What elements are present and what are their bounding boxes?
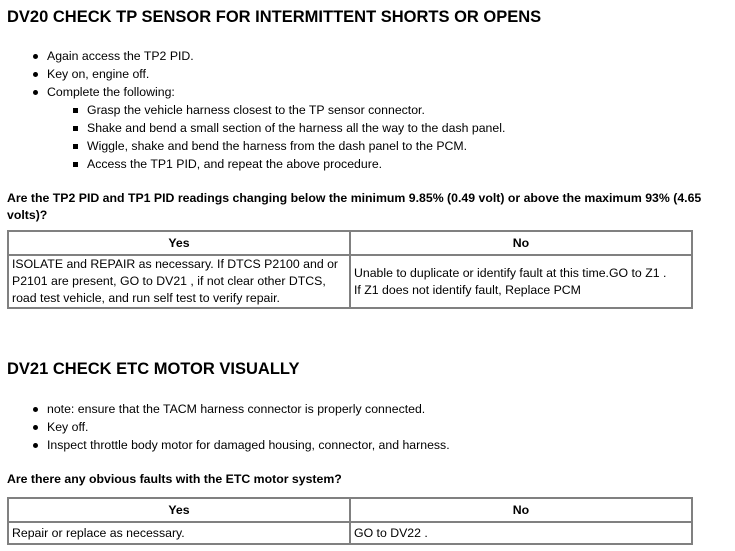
no-text-after: .	[659, 265, 667, 280]
table-row	[8, 522, 692, 544]
dv20-substep-list	[87, 101, 505, 173]
dv22-link[interactable]: DV22	[390, 525, 421, 540]
list-item: Complete the following:	[47, 83, 194, 101]
yes-text-before: ISOLATE and REPAIR as necessary. If DTCS P2100 and or P2101 are present, GO to	[12, 257, 339, 288]
table-header-row	[8, 498, 692, 522]
list-item: Grasp the vehicle harness closest to the TP sensor connector.	[87, 101, 505, 119]
no-column-header: No	[350, 231, 692, 255]
no-text-after: .	[420, 525, 428, 540]
dv21-question: Are there any obvious faults with the ETC motor system?	[7, 472, 342, 486]
dv20-heading: DV20 CHECK TP SENSOR FOR INTERMITTENT SHORTS OR OPENS	[7, 8, 542, 26]
list-item: Wiggle, shake and bend the harness from the dash panel to the PCM.	[87, 137, 505, 155]
table-row	[8, 255, 692, 308]
yes-cell: Repair or replace as necessary.	[8, 522, 350, 544]
no-cell	[350, 522, 692, 544]
no-text-before: GO to	[354, 525, 391, 540]
table-header-row	[8, 231, 692, 255]
no-text-before: Unable to duplicate or identify fault at this time.GO to	[354, 265, 646, 280]
yes-text-after: , if not clear other DTCS, road test vehicle, and run self test to verify repair.	[12, 274, 326, 305]
list-item: Shake and bend a small section of the harness all the way to the dash panel.	[87, 121, 506, 135]
dv20-result-table	[7, 230, 693, 309]
list-item: Inspect throttle body motor for damaged housing, connector, and harness.	[47, 438, 450, 452]
yes-cell	[8, 255, 350, 308]
yes-column-header: Yes	[8, 231, 350, 255]
dv21-heading: DV21 CHECK ETC MOTOR VISUALLY	[7, 360, 300, 378]
dv20-question: Are the TP2 PID and TP1 PID readings changing below the minimum 9.85% (0.49 volt) or above the maximum 93% (4.65 volts)?	[7, 191, 702, 222]
no-cell	[350, 255, 692, 308]
list-item: Again access the TP2 PID.	[47, 49, 194, 63]
dv21-step-list	[47, 400, 450, 454]
no-text-line2: If Z1 does not identify fault, Replace PCM	[354, 282, 581, 297]
yes-column-header: Yes	[8, 498, 350, 522]
list-item: Key off.	[47, 418, 450, 436]
dv21-result-table	[7, 497, 693, 545]
list-item: note: ensure that the TACM harness connector is properly connected.	[47, 400, 450, 418]
dv20-step-list	[47, 47, 194, 101]
list-item: Key on, engine off.	[47, 65, 194, 83]
z1-link[interactable]: Z1	[645, 265, 660, 280]
dv21-link[interactable]: DV21	[156, 274, 187, 288]
no-column-header: No	[350, 498, 692, 522]
list-item: Access the TP1 PID, and repeat the above procedure.	[87, 155, 505, 173]
